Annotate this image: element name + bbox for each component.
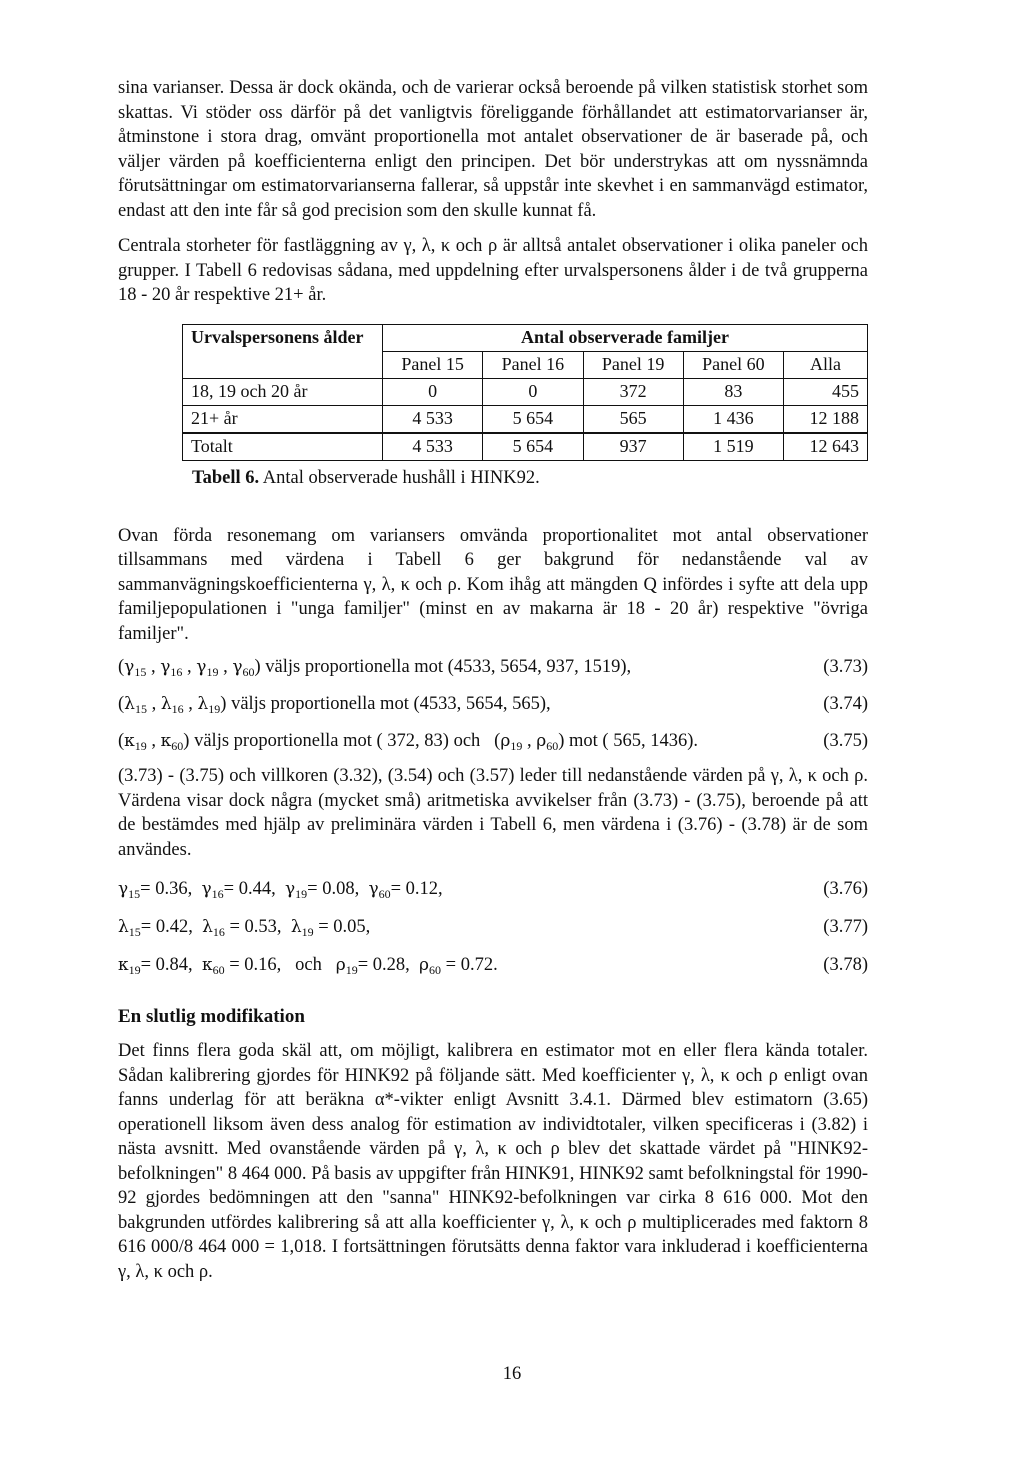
- col-panel-60: Panel 60: [683, 351, 783, 378]
- equation-text: väljs proportionella mot (4533, 5654, 937, 1519),: [265, 657, 632, 677]
- section-heading: En slutlig modifikation: [118, 1006, 305, 1027]
- col-panel-16: Panel 16: [483, 351, 583, 378]
- cell: 12 643: [784, 433, 868, 461]
- cell: 372: [583, 378, 683, 405]
- equation-number: (3.76): [823, 879, 868, 899]
- paragraph-reasoning: Ovan förda resonemang om variansers omvända proportionalitet mot antal observationer tillsammans med värdena i Tabell 6 ger bakgrund för nedanstående val av sammanvägningskoefficienterna γ, λ, κ och ρ. Kom ihåg att mängden Q infördes i syfte att dela upp familjepopulationen i "unga familjer" (minst en av makarna är 18 - 20 år) respektive "övriga familjer".: [118, 525, 868, 644]
- table-header-age: Urvalspersonens ålder: [183, 324, 383, 351]
- cell: 0: [383, 378, 483, 405]
- caption-text: Antal observerade hushåll i HINK92.: [259, 467, 540, 488]
- cell: 4 533: [383, 433, 483, 461]
- equation-3-75: ($\kappa_{19}$ , $\kappa_{60}$) väljs proportionella mot ( 372, 83) och ($\rho_{19}$ , $\rho_{60}$) mot ( 565, 1436). (3.75): [118, 728, 868, 754]
- equation-3-73: ($\gamma_{15}$ , $\gamma_{16}$ , $\gamma_{19}$ , $\gamma_{60}$) väljs proportionella mot (4533, 5654, 937, 1519), (3.73): [118, 654, 868, 680]
- row-label: Totalt: [183, 433, 383, 461]
- document-page: [118, 76, 868, 1284]
- paragraph-values: (3.73) - (3.75) och villkoren (3.32), (3.54) och (3.57) leder till nedanstående värden på γ, λ, κ och ρ. Värdena visar dock några (mycket små) aritmetiska avvikelser från (3.73) - (3.75), beroende på att de bestämdes med hjälp av preliminära värden i Tabell 6, men värdena i (3.76) - (3.78) är de som användes.: [118, 766, 868, 860]
- table-header-group: Antal observerade familjer: [383, 324, 868, 351]
- cell: 5 654: [483, 405, 583, 433]
- equation-text-b: mot ( 565, 1436).: [569, 731, 698, 751]
- cell: 83: [683, 378, 783, 405]
- col-panel-15: Panel 15: [383, 351, 483, 378]
- table-6: [182, 324, 868, 461]
- caption-label: Tabell 6.: [192, 467, 260, 488]
- equation-3-76: $\gamma_{15}= 0.36$, $\gamma_{16}= 0.44$, $\gamma_{19}= 0.08$, $\gamma_{60}= 0.12$, (3.76): [118, 876, 868, 902]
- table-row: [183, 378, 868, 405]
- equation-number: (3.78): [823, 955, 868, 975]
- row-label: 21+ år: [183, 405, 383, 433]
- equation-3-77: $\lambda_{15}= 0.42$, $\lambda_{16} = 0.53$, $\lambda_{19} = 0.05$, (3.77): [118, 914, 868, 940]
- cell: 937: [583, 433, 683, 461]
- col-alla: Alla: [784, 351, 868, 378]
- paragraph-variances: sina varianser. Dessa är dock okända, och de varierar också beroende på vilken statistisk storhet som skattas. Vi stöder oss därför på det vanligtvis föreliggande förhållandet att estimatorvarianser är, åtminstone i stora drag, omvänt proportionella mot antalet observationer de är baserade på, och väljer värden på koefficienterna enligt den principen. Det bör understrykas att om nyssnämnda förutsättningar om estimatorvarianserna fallerar, så uppstår inte skevhet i en sammanvägd estimator, endast att den inte får så god precision som den skulle kunnat få.: [118, 78, 868, 221]
- equation-text-a: väljs proportionella mot ( 372, 83) och: [194, 731, 481, 751]
- table-row-total: [183, 433, 868, 461]
- cell: 1 436: [683, 405, 783, 433]
- table-caption: [192, 466, 868, 490]
- row-label: 18, 19 och 20 år: [183, 378, 383, 405]
- equation-number: (3.75): [823, 731, 868, 751]
- paragraph-central-quantities: Centrala storheter för fastläggning av γ, λ, κ och ρ är alltså antalet observationer i olika paneler och grupper. I Tabell 6 redovisas sådana, med uppdelning efter urvalspersonens ålder i de två grupperna 18 - 20 år respektive 21+ år.: [118, 236, 868, 305]
- table-header-empty: [183, 351, 383, 378]
- table-row: [183, 405, 868, 433]
- cell: 0: [483, 378, 583, 405]
- cell: 455: [784, 378, 868, 405]
- cell: 12 188: [784, 405, 868, 433]
- equation-3-74: ($\lambda_{15}$ , $\lambda_{16}$ , $\lambda_{19}$) väljs proportionella mot (4533, 5654, 565), (3.74): [118, 691, 868, 717]
- equation-number: (3.74): [823, 694, 868, 714]
- cell: 4 533: [383, 405, 483, 433]
- cell: 565: [583, 405, 683, 433]
- paragraph-calibration: Det finns flera goda skäl att, om möjligt, kalibrera en estimator mot en eller flera kända totaler. Sådan kalibrering gjordes för HINK92 på följande sätt. Med koefficienter γ, λ, κ och ρ enligt ovan fanns underlag för att beräkna α*-vikter enligt Avsnitt 3.4.1. Därmed blev estimatorn (3.65) operationell liksom även dess analog för estimation av individtotaler, vilken specificeras i (3.82) i nästa avsnitt. Med ovanstående värden på γ, λ, κ och ρ blev det skattade värdet på "HINK92-befolkningen" 8 464 000. På basis av uppgifter från HINK91, HINK92 samt befolkningstal för 1990-92 gjordes bedömningen att den "sanna" HINK92-befolkningen var cirka 8 616 000. Mot den bakgrunden utfördes kalibrering så att alla koefficienter γ, λ, κ och ρ multiplicerades med faktorn 8 616 000/8 464 000 = 1,018. I fortsättningen förutsätts denna faktor vara inkluderad i koefficienterna γ, λ, κ och ρ.: [118, 1041, 868, 1282]
- equation-number: (3.73): [823, 657, 868, 677]
- cell: 1 519: [683, 433, 783, 461]
- equation-3-78: $\kappa_{19}= 0.84$, $\kappa_{60} = 0.16$, och $\rho_{19}= 0.28$, $\rho_{60} = 0.72$. (3.78): [118, 952, 868, 978]
- cell: 5 654: [483, 433, 583, 461]
- equation-number: (3.77): [823, 917, 868, 937]
- page-number: 16: [502, 1364, 522, 1384]
- equation-text: väljs proportionella mot (4533, 5654, 565),: [231, 694, 551, 714]
- col-panel-19: Panel 19: [583, 351, 683, 378]
